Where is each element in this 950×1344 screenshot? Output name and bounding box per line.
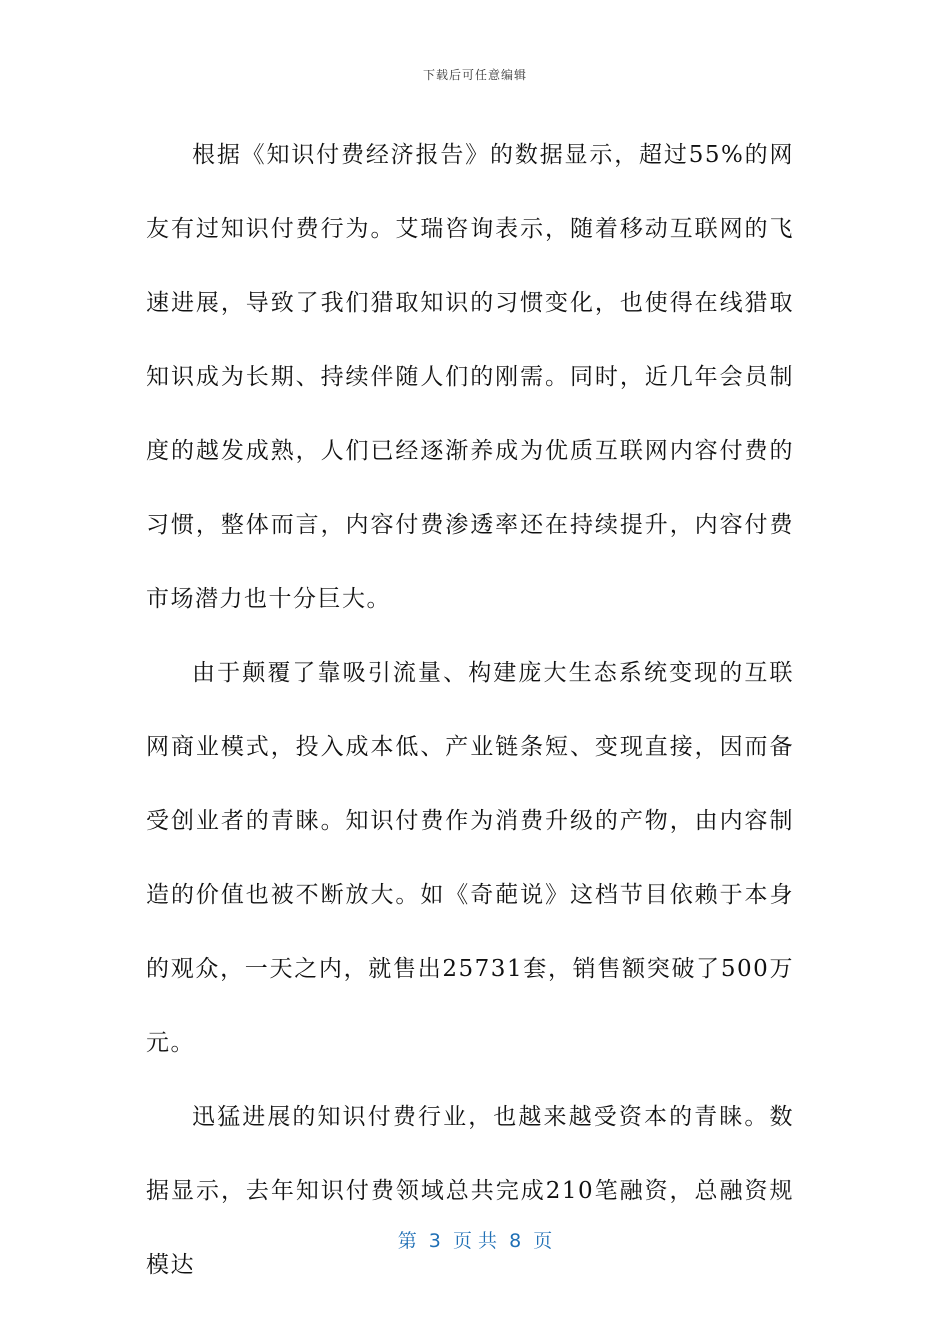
- header-note: 下载后可任意编辑: [422, 68, 527, 82]
- paragraph: 根据《知识付费经济报告》的数据显示，超过55%的网友有过知识付费行为。艾瑞咨询表示，随着移动互联网的飞速进展，导致了我们猎取知识的习惯变化，也使得在线猎取知识成为长期、持续伴随人们的刚需。同时，近几年会员制度的越发成熟，人们已经逐渐养成为优质互联网内容付费的习惯，整体而言，内容付费渗透率还在持续提升，内容付费市场潜力也十分巨大。: [146, 142, 794, 612]
- page-number-footer: 第 3 页 共 8 页: [397, 1230, 553, 1252]
- paragraph: 迅猛进展的知识付费行业，也越来越受资本的青睐。数据显示，去年知识付费领域总共完成210笔融资，总融资规模达: [146, 1104, 794, 1278]
- document-body: [146, 118, 794, 1302]
- paragraph: 由于颠覆了靠吸引流量、构建庞大生态系统变现的互联网商业模式，投入成本低、产业链条短、变现直接，因而备受创业者的青睐。知识付费作为消费升级的产物，由内容制造的价值也被不断放大。如《奇葩说》这档节目依赖于本身的观众，一天之内，就售出25731套，销售额突破了500万元。: [146, 660, 794, 1056]
